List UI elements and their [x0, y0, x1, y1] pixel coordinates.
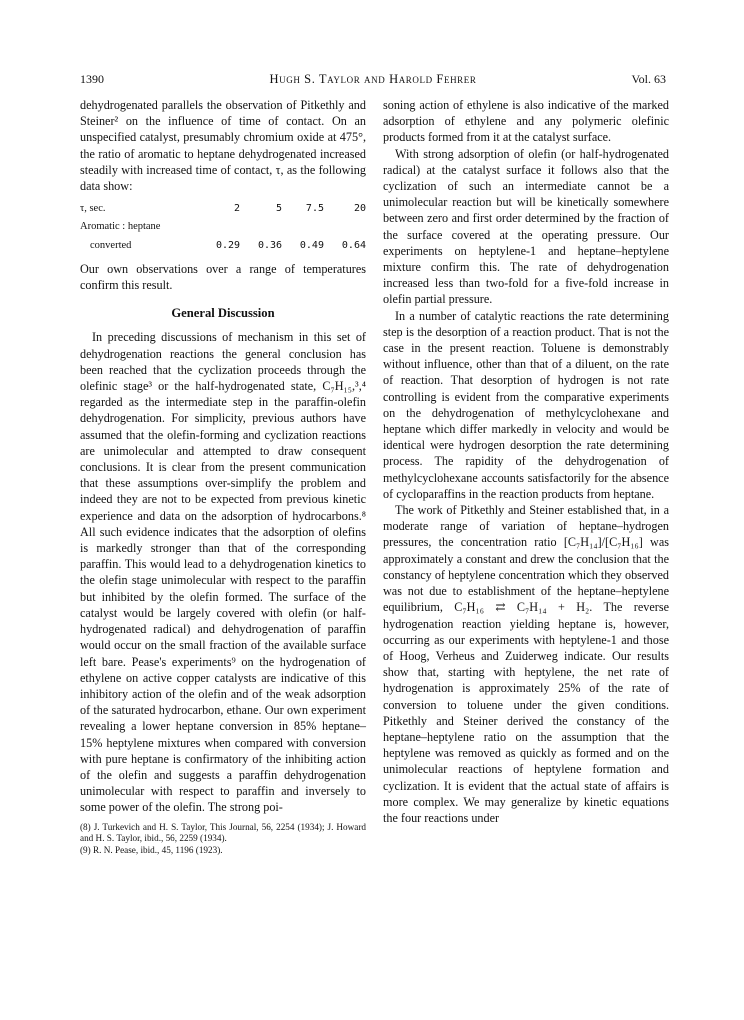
- table-cell: 0.36: [257, 239, 283, 251]
- table-row-label: τ, sec.: [80, 203, 106, 215]
- table-cell: 0.29: [215, 239, 241, 251]
- left-column: [80, 97, 366, 856]
- volume-label: Vol. 63: [631, 72, 666, 86]
- after-table-paragraph: Our own observations over a range of temperatures confirm this result.: [80, 261, 366, 293]
- table-row: [80, 218, 366, 236]
- running-title: Hugh S. Taylor and Harold Fehrer: [269, 72, 477, 86]
- right-column: [383, 97, 669, 826]
- table-row-label: Aromatic : heptane: [80, 221, 161, 233]
- adsorption-paragraph: With strong adsorption of olefin (or half-hydrogenated radical) at the catalyst surface it follows also that the cyclization of such an intermediate cannot be a unimolecular reaction but will be kinetically somewhere between zero and first order determined by the fraction of the surface covered at the operating pressure. Our experiments on heptylene-1 and heptane–heptylene mixture confirm this. The rate of dehydrogenation increased less than two-fold for a five-fold increase in olefin partial pressure.: [383, 146, 669, 307]
- intro-paragraph: dehydrogenated parallels the observation of Pitkethly and Steiner² on the influence of time of contact. On an unspecified catalyst, presumably chromium oxide at 475°, the ratio of aromatic to heptane dehydrogenated increased steadily with increased time of contact, τ, as the following data show:: [80, 98, 366, 194]
- data-table: [80, 200, 366, 255]
- footnote-8: (8) J. Turkevich and H. S. Taylor, This Journal, 56, 2254 (1934); J. Howard and H. S. Taylor, ibid., 56, 2259 (1934).: [80, 821, 366, 844]
- table-cell: 0.64: [341, 239, 366, 251]
- desorption-paragraph: In a number of catalytic reactions the rate determining step is the desorption of a reaction product. That is not the case in the present reaction. Toluene is demonstrably without influence, other than that of a diluent, on the rate of reaction. That desorption of hydrogen is not rate controlling is evident from the comparative experiments on the dehydrogenation of methylcyclohexane and heptane which differ markedly in velocity and would be identical were hydrogen desorption the rate determining process. The rapidity of the dehydrogenation of methylcyclohexane accounts satisfactorily for the absence of cycloparaffins in the reaction products from heptane.: [383, 308, 669, 501]
- footnotes: [80, 822, 366, 857]
- section-heading: General Discussion: [171, 306, 275, 321]
- table-row: [80, 200, 366, 218]
- page-header: [80, 72, 666, 88]
- page-number: 1390: [80, 72, 104, 86]
- continued-paragraph: soning action of ethylene is also indicative of the marked adsorption of ethylene and any polymeric olefinic products formed from it at the catalyst surface.: [383, 98, 669, 145]
- table-row: [80, 237, 366, 255]
- footnote-9: (9) R. N. Pease, ibid., 45, 1196 (1923).: [80, 844, 223, 855]
- table-cell: 2: [234, 203, 241, 215]
- table-row-label: converted: [90, 239, 132, 251]
- table-cell: 0.49: [299, 239, 324, 251]
- discussion-paragraph: In preceding discussions of mechanism in this set of dehydrogenation reactions the general conclusion has been reached that the cyclization proceeds through the olefinic stage³ or the half-hydrogenated state, C₇H₁₅,³,⁴ regarded as the intermediate step in the paraffin-olefin dehydrogenation. For simplicity, previous authors have assumed that the olefin-forming and cyclization reactions are unimolecular and attempted to draw consequent conclusions. It is clear from the present communication that these assumptions over-simplify the problem and indeed they are not to be expected from previous kinetic experience and data on the adsorption of hydrocarbons.⁸ All such evidence indicates that the adsorption of olefins is markedly stronger than that of the corresponding paraffin. This would lead to a dehydrogenation kinetics to the olefin stage unimolecular with respect to the paraffin but inhibited by the olefin formed. The surface of the catalyst would be largely covered with olefin (or half-hydrogenated radical) and dehydrogenation of paraffin would occur on the small fraction of the available surface left bare. Pease's experiments⁹ on the hydrogenation of ethylene on active copper catalysts are indicative of this inhibitory action of the olefin and of the weak adsorption of the saturated hydrocarbon, ethane. Our own experiment revealing a lower heptane conversion in 85% heptane–15% heptylene mixtures when compared with conversion with pure heptane is confirmatory of the inhibiting action of the olefin and suggests a paraffin dehydrogenation unimolecular with respect to paraffin and inversely to some power of the olefin. The strong poi-: [80, 330, 366, 815]
- table-cell: 7.5: [305, 203, 324, 215]
- table-cell: 20: [353, 203, 366, 215]
- table-cell: 5: [276, 203, 283, 215]
- pitkethly-paragraph: The work of Pitkethly and Steiner established that, in a moderate range of variation of heptane–hydrogen pressures, the concentration ratio [C₇H₁₄]/[C₇H₁₆] was approximately a constant and drew the conclusion that the constancy of heptylene concentration which they observed was not due to establishment of the heptane–heptylene equilibrium, C₇H₁₆ ⇄ C₇H₁₄ + H₂. The reverse hydrogenation reaction yielding heptane is, however, occurring as our experiments with heptylene-1 and those of Hoog, Verheus and Zuiderweg indicate. Our results show that, starting with heptylene, the net rate of hydrogenation is approximately 25% of the rate of conversion to toluene under the given conditions. Pitkethly and Steiner derived the constancy of the heptane–heptylene ratio on the assumption that the heptylene was removed as quickly as formed and on the unimolecular reactions of heptylene formation and cyclization. It is evident that the actual state of affairs is more complex. We may generalize by kinetic equations the four reactions under: [383, 503, 669, 825]
